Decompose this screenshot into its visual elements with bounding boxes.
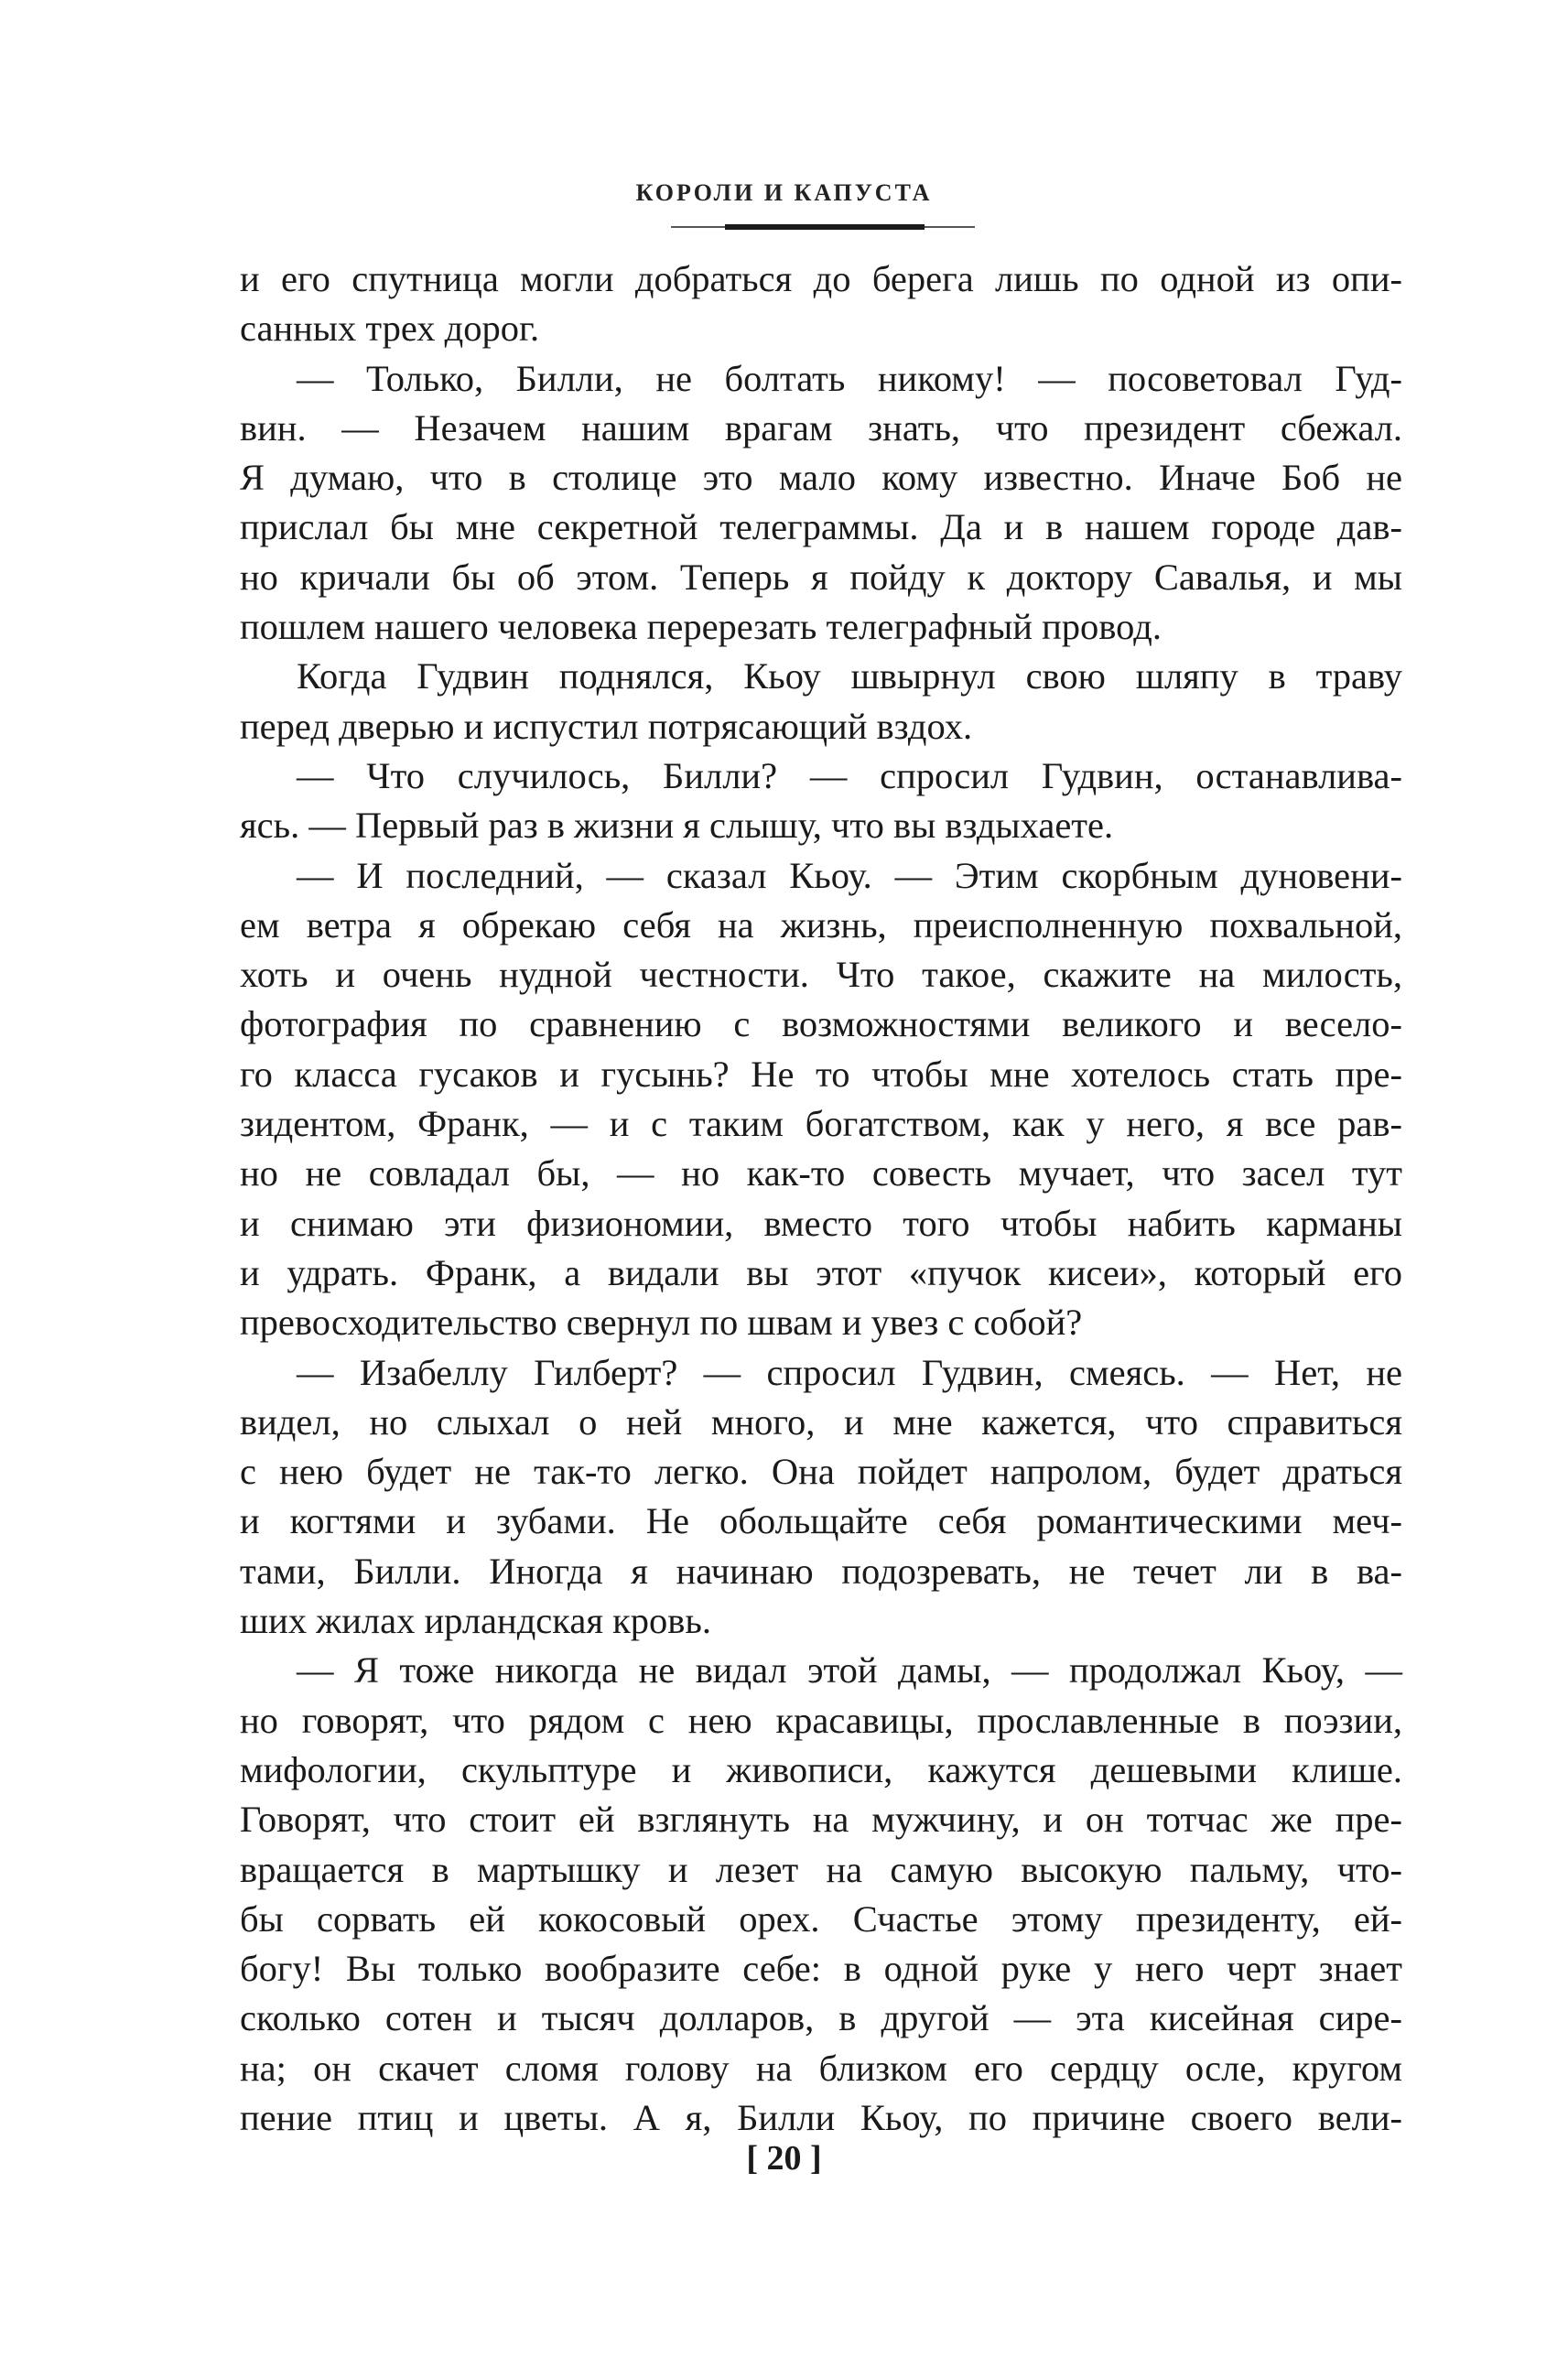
text-line: ем ветра я обрекаю себя на жизнь, преисполненную похвальной,: [240, 903, 1402, 946]
text-line: но кричали бы об этом. Теперь я пойду к доктору Савалья, и мы: [240, 556, 1402, 598]
text-line: видел, но слыхал о ней много, и мне кажется, что справиться: [240, 1400, 1402, 1443]
text-line: Говорят, что стоит ей взглянуть на мужчину, и он тотчас же пре-: [240, 1799, 1402, 1841]
text-line: вращается в мартышку и лезет на самую высокую пальму, что-: [240, 1848, 1402, 1890]
running-head: КОРОЛИ И КАПУСТА: [635, 179, 933, 206]
text-line: на; он скачет сломя голову на близком его сердцу осле, кругом: [240, 2047, 1402, 2089]
text-line: но говорят, что рядом с нею красавицы, прославленные в поэзии,: [240, 1699, 1402, 1741]
text-line: вин. — Незачем нашим врагам знать, что президент сбежал.: [240, 406, 1402, 449]
text-line: и когтями и зубами. Не обольщайте себя романтическими меч-: [240, 1500, 1402, 1542]
text-line: хоть и очень нудной честности. Что такое, скажите на милость,: [240, 954, 1402, 996]
text-line: Я думаю, что в столице это мало кому известно. Иначе Боб не: [240, 457, 1402, 499]
page-number: [ 20 ]: [746, 2139, 822, 2178]
text-line: мифологии, скульптуре и живописи, кажутся дешевыми клише.: [240, 1748, 1402, 1790]
text-line: зидентом, Франк, — и с таким богатством, как у него, я все рав-: [240, 1103, 1402, 1145]
text-line: тами, Билли. Иногда я начинаю подозревать, не течет ли в ва-: [240, 1550, 1402, 1592]
text-line: пение птиц и цветы. А я, Билли Кьоу, по причине своего вели-: [240, 2096, 1402, 2138]
body-text: [240, 254, 1402, 2143]
text-line: — Изабеллу Гилберт? — спросил Гудвин, смеясь. — Нет, не: [297, 1351, 1402, 1393]
text-line: ясь. — Первый раз в жизни я слышу, что вы вздыхаете.: [240, 805, 1114, 847]
text-line: — Что случилось, Билли? — спросил Гудвин, останавлива-: [297, 754, 1402, 796]
text-line: Когда Гудвин поднялся, Кьоу швырнул свою шляпу в траву: [297, 655, 1402, 697]
text-line: — И последний, — сказал Кьоу. — Этим скорбным дуновени-: [297, 854, 1402, 896]
text-line: но не совладал бы, — но как-то совесть мучает, что засел тут: [240, 1152, 1402, 1194]
text-line: и удрать. Франк, а видали вы этот «пучок кисеи», который его: [240, 1251, 1402, 1293]
text-line: фотография по сравнению с возможностями великого и весело-: [240, 1003, 1402, 1045]
text-line: — Я тоже никогда не видал этой дамы, — продолжал Кьоу, —: [297, 1649, 1402, 1692]
text-line: и его спутница могли добраться до берега лишь по одной из опи-: [240, 258, 1402, 299]
text-line: го класса гусаков и гусынь? Не то чтобы мне хотелось стать пре-: [240, 1053, 1402, 1095]
text-line: — Только, Билли, не болтать никому! — посоветовал Гуд-: [297, 357, 1402, 399]
text-line: перед дверью и испустил потрясающий вздох.: [240, 705, 973, 747]
text-line: с нею будет не так-то легко. Она пойдет напролом, будет драться: [240, 1451, 1402, 1493]
text-line: санных трех дорог.: [240, 308, 540, 350]
text-line: прислал бы мне секретной телеграммы. Да и в нашем городе дав-: [240, 506, 1402, 548]
text-line: сколько сотен и тысяч долларов, в другой — эта кисейная сире-: [240, 1997, 1402, 2039]
text-line: бы сорвать ей кокосовый орех. Счастье этому президенту, ей-: [240, 1897, 1402, 1940]
text-line: богу! Вы только вообразите себе: в одной руке у него черт знает: [240, 1948, 1402, 1990]
text-line: ших жилах ирландская кровь.: [240, 1600, 711, 1642]
header-rule-accent: [725, 224, 925, 230]
text-line: пошлем нашего человека перерезать телеграфный провод.: [240, 606, 1162, 648]
text-line: и снимаю эти физиономии, вместо того чтобы набить карманы: [240, 1202, 1402, 1244]
text-line: превосходительство свернул по швам и увез с собой?: [240, 1302, 1083, 1344]
